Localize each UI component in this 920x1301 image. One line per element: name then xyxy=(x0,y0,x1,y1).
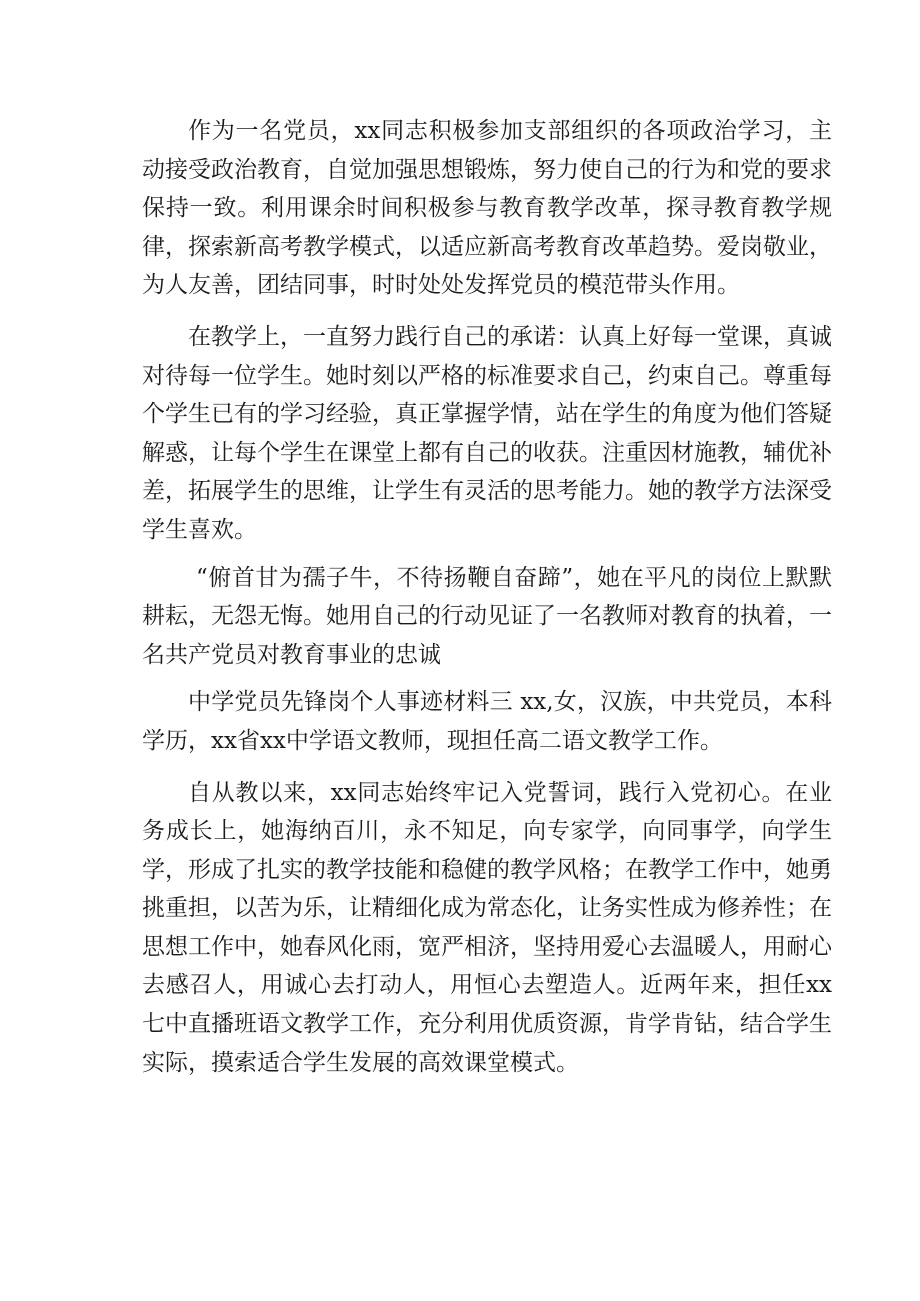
paragraph-quote-dedication: “俯首甘为孺子牛，不待扬鞭自奋蹄”，她在平凡的岗位上默默耕耘，无怨无悔。她用自己的行动见证了一名教师对教育的执着，一名共产党员对教育事业的忠诚 xyxy=(142,564,832,668)
document-body xyxy=(142,112,832,1082)
paragraph-material-three-intro: 中学党员先锋岗个人事迹材料三 xx,女，汉族，中共党员，本科学历，xx省xx中学语文教师，现担任高二语文教学工作。 xyxy=(142,689,832,754)
paragraph-teaching-commitment: 在教学上，一直努力践行自己的承诺：认真上好每一堂课，真诚对待每一位学生。她时刻以严格的标准要求自己，约束自己。尊重每个学生已有的学习经验，真正掌握学情，站在学生的角度为他们答疑解惑，让每个学生在课堂上都有自己的收获。注重因材施教，辅优补差，拓展学生的思维，让学生有灵活的思考能力。她的教学方法深受学生喜欢。 xyxy=(142,323,832,543)
paragraph-career-growth: 自从教以来，xx同志始终牢记入党誓词，践行入党初心。在业务成长上，她海纳百川，永不知足，向专家学，向同事学，向学生学，形成了扎实的教学技能和稳健的教学风格；在教学工作中，她勇挑重担，以苦为乐，让精细化成为常态化，让务实性成为修养性；在思想工作中，她春风化雨，宽严相济，坚持用爱心去温暖人，用耐心去感召人，用诚心去打动人，用恒心去塑造人。近两年来，担任xx七中直播班语文教学工作，充分利用优质资源，肯学肯钻，结合学生实际，摸索适合学生发展的高效课堂模式。 xyxy=(142,779,832,1076)
paragraph-party-member-study: 作为一名党员，xx同志积极参加支部组织的各项政治学习，主动接受政治教育，自觉加强思想锻炼，努力使自己的行为和党的要求保持一致。利用课余时间积极参与教育教学改革，探寻教育教学规律，探索新高考教学模式，以适应新高考教育改革趋势。爱岗敬业，为人友善，团结同事，时时处处发挥党员的模范带头作用。 xyxy=(142,118,832,299)
